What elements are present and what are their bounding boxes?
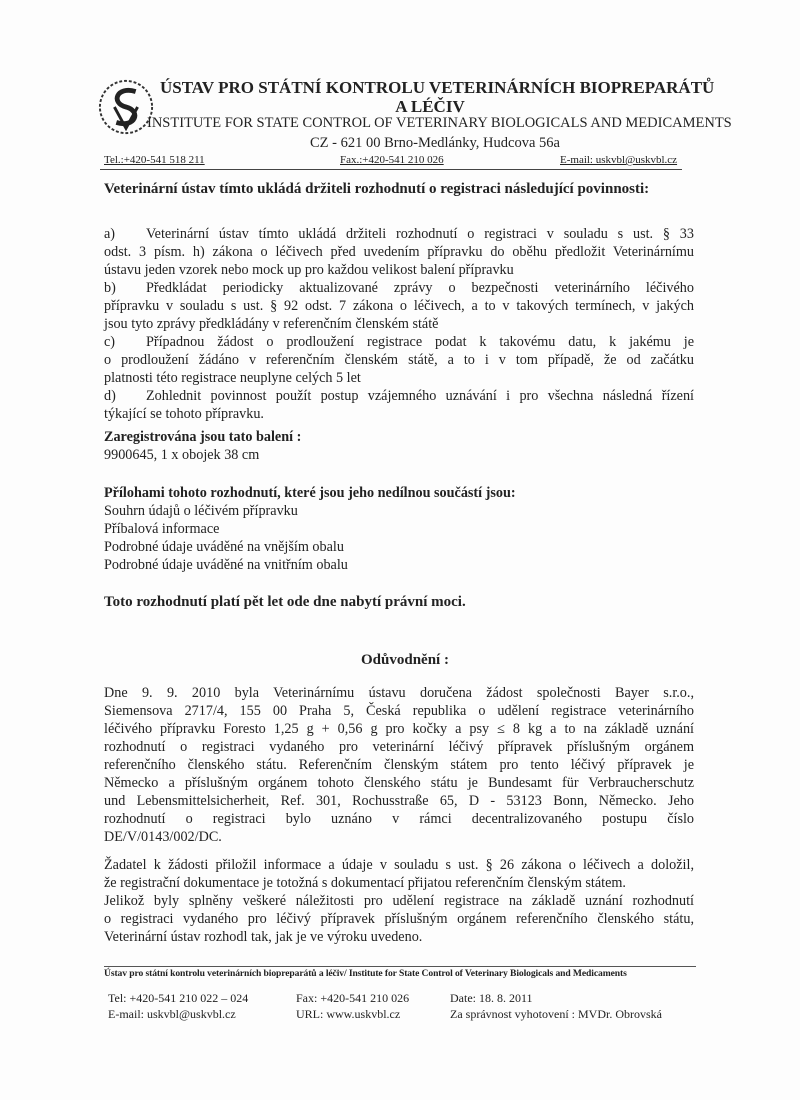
obligation-label: a) [104, 226, 116, 242]
paragraph-line: DE/V/0143/002/DC. [104, 829, 222, 845]
footer-date: Date: 18. 8. 2011 [450, 991, 533, 1005]
paragraph-line: Německo a příslušným orgánem tohoto členského státu je Bundesamt für Verbraucherschutz [104, 775, 694, 791]
obligation-item [104, 279, 694, 297]
obligation-text-line: odst. 3 písm. h) zákona o léčivech před uvedením přípravku do oběhu předložit Veterinárnímu [104, 244, 694, 260]
attachments-title: Přílohami tohoto rozhodnutí, které jsou jeho nedílnou součástí jsou: [104, 485, 516, 501]
obligation-label: d) [104, 388, 116, 404]
footer-url: URL: www.uskvbl.cz [296, 1007, 401, 1021]
institute-name-en: INSTITUTE FOR STATE CONTROL OF VETERINARY BIOLOGICALS AND MEDICAMENTS [147, 115, 732, 131]
obligation-text-line: ústavu jeden vzorek nebo mock up pro každou velikost balení přípravku [104, 262, 514, 278]
validity-statement: Toto rozhodnutí platí pět let ode dne nabytí právní moci. [104, 594, 466, 610]
obligation-text-line: přípravku v souladu s ust. § 92 odst. 7 zákona o léčivech, a to v takových termínech, v jakých [104, 298, 694, 314]
attachment-item: Souhrn údajů o léčivém přípravku [104, 503, 298, 519]
obligation-text: Zohlednit povinnost použít postup vzájemného uznávání i pro všechna následná řízení [146, 388, 694, 404]
institute-address: CZ - 621 00 Brno-Medlánky, Hudcova 56a [310, 135, 560, 151]
paragraph-line: Siemensova 2717/4, 155 00 Praha 5, Česká republika o udělení registrace veterinárního [104, 703, 694, 719]
reasoning-title: Odůvodnění : [361, 652, 449, 668]
paragraph-line: Veterinární ústav rozhodl tak, jak je ve výroku uvedeno. [104, 929, 423, 945]
paragraph-line: rozhodnutí o registraci bylo uznáno v rámci decentralizovaného postupu číslo [104, 811, 694, 827]
attachment-item: Příbalová informace [104, 521, 220, 537]
footer-email: E-mail: uskvbl@uskvbl.cz [108, 1007, 236, 1021]
footer-contact [108, 990, 248, 1022]
footer-tel: Tel: +420-541 210 022 – 024 [108, 991, 249, 1005]
institute-name-cz-2: A LÉČIV [395, 97, 465, 116]
obligations-title: Veterinární ústav tímto ukládá držiteli rozhodnutí o registraci následující povinnosti: [104, 181, 650, 197]
obligation-text: Veterinární ústav tímto ukládá držiteli rozhodnutí o registraci v souladu s ust. § 33 [146, 226, 694, 242]
obligation-item [104, 225, 694, 243]
paragraph-line: léčivého přípravku Foresto 1,25 g + 0,56 g pro kočky a psy ≤ 8 kg a to na základě uznání [104, 721, 694, 737]
header-divider [100, 169, 682, 170]
attachment-item: Podrobné údaje uváděné na vnitřním obalu [104, 557, 348, 573]
obligation-text: Případnou žádost o prodloužení registrace podat k takovému datu, k jakému je [146, 334, 694, 350]
paragraph-line: rozhodnutí o registraci vydaného pro veterinární léčivý přípravek příslušným orgánem [104, 739, 694, 755]
paragraph-line: že registrační dokumentace je totožná s dokumentací přijatou referenčním členským státem. [104, 875, 626, 891]
attachment-item: Podrobné údaje uváděné na vnějším obalu [104, 539, 344, 555]
paragraph-line: referenčního členského státu. Referenčním členským státem pro tento léčivý přípravek je [104, 757, 694, 773]
header-tel: Tel.:+420-541 518 211 [104, 154, 205, 166]
reasoning-paragraph-2 [104, 856, 694, 946]
obligation-text-line: o prodloužení žádáno v referenčním členském státě, a to i v tom případě, že od začátku [104, 352, 694, 368]
obligation-label: b) [104, 280, 116, 296]
package-item: 9900645, 1 x obojek 38 cm [104, 447, 260, 463]
obligation-item [104, 333, 694, 351]
header-fax: Fax.:+420-541 210 026 [340, 154, 444, 166]
attachments-section [104, 484, 694, 574]
obligation-item [104, 387, 694, 405]
paragraph-line: Jelikož byly splněny veškeré náležitosti pro udělení registrace na základě uznání rozhodnutí [104, 893, 694, 909]
packages-section [104, 428, 694, 464]
footer-title: Ústav pro státní kontrolu veterinárních biopreparátů a léčiv/ Institute for State Control of Veterinary Biologicals and Medicaments [104, 968, 627, 979]
footer-divider [104, 966, 696, 967]
header-email: E-mail: uskvbl@uskvbl.cz [560, 154, 678, 166]
footer-meta [450, 990, 662, 1022]
footer-fax: Fax: +420-541 210 026 [296, 991, 410, 1005]
paragraph-line: Žadatel k žádosti přiložil informace a údaje v souladu s ust. § 26 zákona o léčivech a doložil, [104, 857, 694, 873]
obligation-text-line: týkající se tohoto přípravku. [104, 406, 264, 422]
obligation-label: c) [104, 334, 116, 350]
footer-prepared-by: Za správnost vyhotovení : MVDr. Obrovská [450, 1007, 662, 1021]
paragraph-line: Dne 9. 9. 2010 byla Veterinárnímu ústavu doručena žádost společnosti Bayer s.r.o., [104, 685, 694, 701]
obligation-text: Předkládat periodicky aktualizované zprávy o bezpečnosti veterinárního léčivého [146, 280, 694, 296]
paragraph-line: und Lebensmittelsicherheit, Ref. 301, Rochusstraße 65, D - 53123 Bonn, Německo. Jeho [104, 793, 694, 809]
institute-name-cz: ÚSTAV PRO STÁTNÍ KONTROLU VETERINÁRNÍCH BIOPREPARÁTŮ [160, 78, 715, 97]
packages-title: Zaregistrována jsou tato balení : [104, 429, 302, 445]
obligation-text-line: jsou tyto zprávy předkládány v referenčním členském státě [104, 316, 439, 332]
footer-web [296, 990, 409, 1022]
reasoning-paragraph-1 [104, 684, 694, 846]
obligation-text-line: platnosti této registrace neuplyne celých 5 let [104, 370, 361, 386]
obligations-list [104, 225, 694, 423]
paragraph-line: o registraci vydaného pro léčivý přípravek příslušným orgánem referenčního členského státu, [104, 911, 694, 927]
